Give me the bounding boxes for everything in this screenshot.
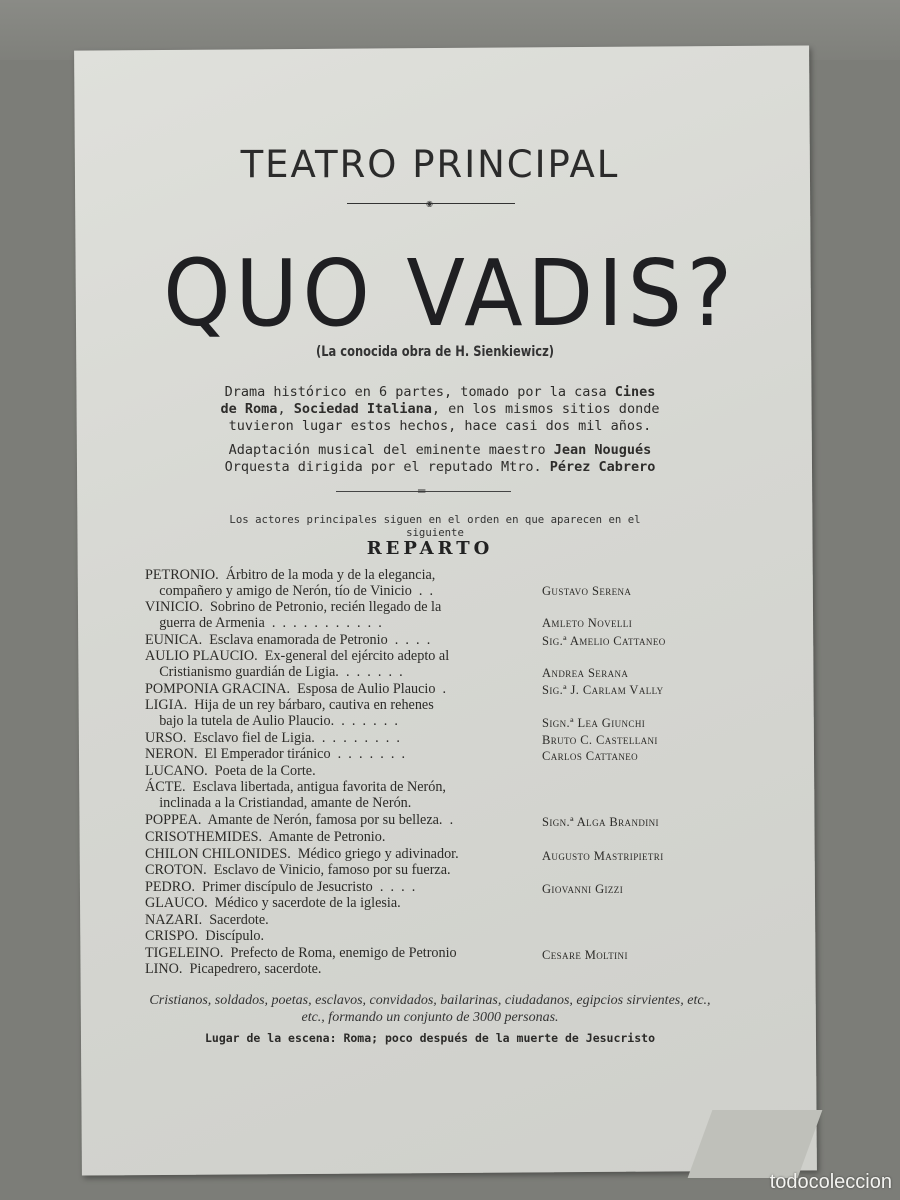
cast-role: PETRONIO. Árbitro de la moda y de la elegancia, compañero y amigo de Nerón, tío de Vinicio . . (145, 567, 436, 599)
cast-role: CRISOTHEMIDES. Amante de Petronio. (145, 829, 386, 845)
cast-role: URSO. Esclavo fiel de Ligia. . . . . . . . . (145, 730, 400, 746)
play-subtitle: (La conocida obra de H. Sienkiewicz) (315, 344, 555, 360)
divider-ornament-icon: ═ (418, 484, 426, 498)
description-text: tuvieron lugar estos hechos, hace casi dos mil años. (228, 418, 652, 434)
cast-intro: Los actores principales siguen en el orden en que aparecen en el siguiente (229, 513, 641, 539)
cast-role: POMPONIA GRACINA. Esposa de Aulio Plaucio . (145, 681, 447, 697)
cast-role: ÁCTE. Esclava libertada, antigua favorita de Nerón, inclinada a la Cristiandad, amante de Nerón. (145, 779, 446, 811)
cast-actor: Sign.ª Lea Giunchi (542, 716, 646, 730)
cast-actor: Sig.ª Amelio Cattaneo (542, 634, 666, 648)
play-title: QUO VADIS? (163, 240, 737, 347)
theatre-name: TEATRO PRINCIPAL (240, 143, 620, 186)
cast-role: LIGIA. Hija de un rey bárbaro, cautiva en rehenes bajo la tutela de Aulio Plaucio. . . . . . . (145, 697, 434, 729)
cast-role: LINO. Picapedrero, sacerdote. (145, 961, 322, 977)
cast-actor: Giovanni Gizzi (542, 882, 624, 896)
description-paragraph (150, 384, 730, 435)
cast-role: TIGELEINO. Prefecto de Roma, enemigo de Petronio (145, 945, 457, 961)
cast-role: POPPEA. Amante de Nerón, famosa por su belleza. . (145, 812, 454, 828)
cast-role: GLAUCO. Médico y sacerdote de la iglesia. (145, 895, 401, 911)
cast-actor: Bruto C. Castellani (542, 733, 658, 747)
cast-role: AULIO PLAUCIO. Ex-general del ejército adepto al Cristianismo guardián de Ligia. . . . . . . (145, 648, 450, 680)
description-bold: de Roma (220, 401, 278, 417)
composer-name: Jean Nougués (553, 442, 652, 458)
cast-role: NERON. El Emperador tiránico . . . . . . . (145, 746, 406, 762)
cast-actor: Cesare Moltini (542, 948, 628, 962)
cast-role: EUNICA. Esclava enamorada de Petronio . . . . (145, 632, 431, 648)
cast-actor: Carlos Cattaneo (542, 749, 639, 763)
cast-role: LUCANO. Poeta de la Corte. (145, 763, 316, 779)
cast-heading: REPARTO (366, 538, 494, 559)
extras-note: Cristianos, soldados, poetas, esclavos, convidados, bailarinas, ciudadanos, egipcios sirvientes, etc., etc., formando un conjunto de 3000 personas. (149, 993, 711, 1025)
description-text: , (277, 401, 294, 417)
music-credits (150, 442, 730, 476)
divider-ornament-icon: ◉ (426, 199, 433, 208)
description-bold: Sociedad Italiana (293, 401, 432, 417)
cast-actor: Sig.ª J. Carlam Vally (542, 683, 664, 697)
cast-role: CROTON. Esclavo de Vinicio, famoso por su fuerza. (145, 862, 451, 878)
watermark-logo: todocoleccion (769, 1171, 892, 1193)
description-text: , en los mismos sitios donde (431, 401, 660, 417)
cast-role: VINICIO. Sobrino de Petronio, recién llegado de la guerra de Armenia . . . . . . . . . . . (145, 599, 442, 631)
music-text: Adaptación musical del eminente maestro (228, 442, 554, 458)
scene-location: Lugar de la escena: Roma; poco después de la muerte de Jesucristo (204, 1031, 656, 1045)
cast-role: CHILON CHILONIDES. Médico griego y adivinador. (145, 846, 459, 862)
conductor-name: Pérez Cabrero (549, 459, 656, 475)
cast-actor: Sign.ª Alga Brandini (542, 815, 659, 829)
cast-role: CRISPO. Discípulo. (145, 928, 265, 944)
description-bold: Cines (614, 384, 656, 400)
cast-actor: Gustavo Serena (542, 584, 632, 598)
cast-role: NAZARI. Sacerdote. (145, 912, 269, 928)
cast-role: PEDRO. Primer discípulo de Jesucristo . . . . (145, 879, 416, 895)
description-text: Drama histórico en 6 partes, tomado por la casa (224, 384, 615, 400)
orchestra-text: Orquesta dirigida por el reputado Mtro. (224, 459, 550, 475)
cast-actor: Augusto Mastripietri (542, 849, 664, 863)
cast-actor: Andrea Serana (542, 666, 629, 680)
cast-actor: Amleto Novelli (542, 616, 633, 630)
